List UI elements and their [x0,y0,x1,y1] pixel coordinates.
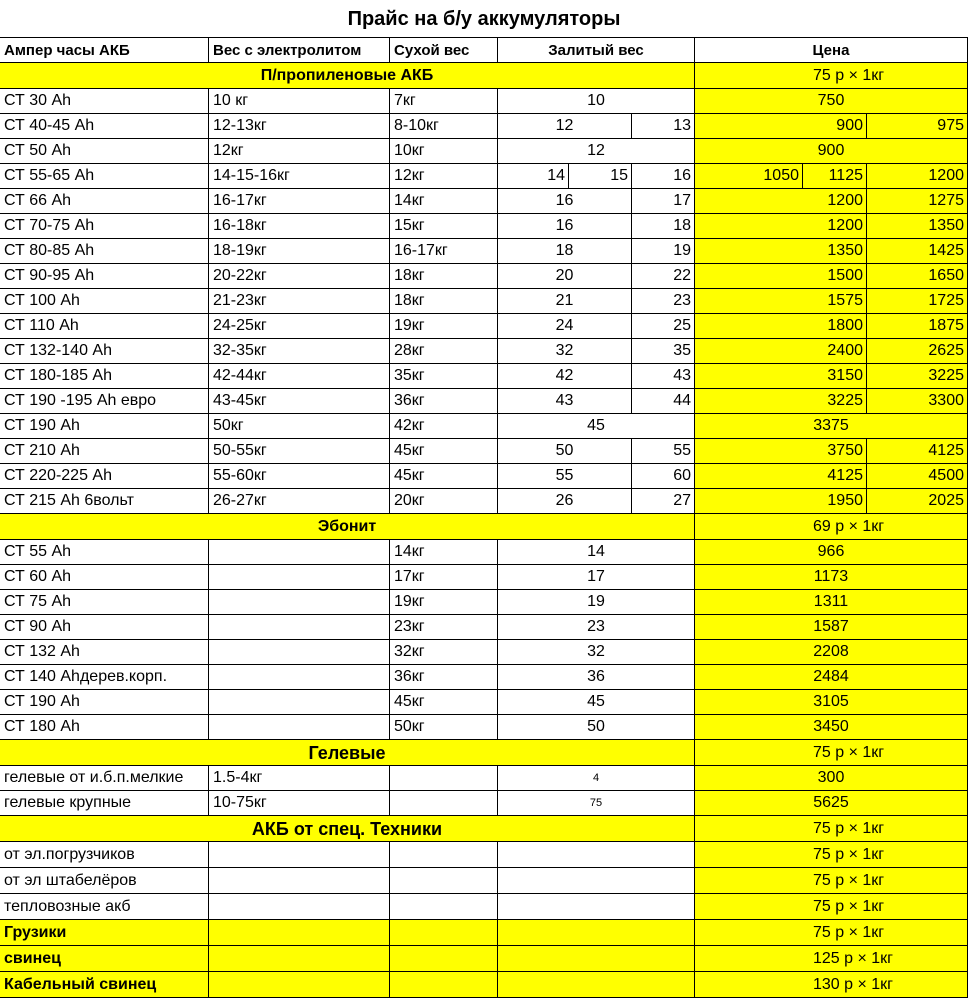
battery-name: СТ 100 Ah [0,289,209,314]
battery-name: СТ 55 Ah [0,540,209,565]
battery-name: СТ 80-85 Ah [0,239,209,264]
filled-weight-2: 16 [632,164,695,189]
battery-name: СТ 190 -195 Ah евро [0,389,209,414]
filled-weight-max: 60 [632,464,695,489]
price: 966 [695,540,968,565]
price-max: 3300 [867,389,968,414]
dry-weight: 7кг [390,89,498,114]
section-special-rate: 75 р × 1кг [695,816,968,842]
battery-name: СТ 75 Ah [0,590,209,615]
filled-weight-min: 16 [498,189,632,214]
price: 1311 [695,590,968,615]
header-filled-weight: Залитый вес [498,38,695,63]
price-min: 1950 [695,489,867,514]
section-ebonite-title: Эбонит [0,514,695,540]
dry-weight: 19кг [390,590,498,615]
battery-name: СТ 50 Ah [0,139,209,164]
filled-weight-min: 50 [498,439,632,464]
battery-name: СТ 110 Ah [0,314,209,339]
scrap-name: свинец [0,946,209,972]
filled-weight-min: 21 [498,289,632,314]
price-0: 1050 [695,164,803,189]
empty-cell [390,972,498,998]
battery-name: СТ 220-225 Ah [0,464,209,489]
price-min: 4125 [695,464,867,489]
filled-weight-0: 14 [498,164,569,189]
weight-with-electrolyte: 10 кг [209,89,390,114]
dry-weight: 15кг [390,214,498,239]
filled-weight-min: 16 [498,214,632,239]
battery-name: СТ 30 Ah [0,89,209,114]
dry-weight: 50кг [390,715,498,740]
weight-with-electrolyte [209,615,390,640]
price-rate: 125 р × 1кг [695,946,968,972]
battery-name: СТ 70-75 Ah [0,214,209,239]
page-title: Прайс на б/у аккумуляторы [0,0,968,38]
filled-weight [498,842,695,868]
filled-weight: 75 [498,791,695,816]
filled-weight-min: 18 [498,239,632,264]
price-rate: 75 р × 1кг [695,868,968,894]
battery-name: от эл штабелёров [0,868,209,894]
price: 2484 [695,665,968,690]
price: 900 [695,139,968,164]
dry-weight: 14кг [390,540,498,565]
price-rate: 75 р × 1кг [695,842,968,868]
weight-with-electrolyte: 18-19кг [209,239,390,264]
dry-weight [390,842,498,868]
filled-weight-min: 20 [498,264,632,289]
filled-weight-max: 13 [632,114,695,139]
filled-weight: 14 [498,540,695,565]
weight-with-electrolyte: 12-13кг [209,114,390,139]
filled-weight: 36 [498,665,695,690]
weight-with-electrolyte [209,842,390,868]
weight-with-electrolyte: 26-27кг [209,489,390,514]
filled-weight: 4 [498,766,695,791]
empty-cell [498,946,695,972]
filled-weight: 19 [498,590,695,615]
dry-weight [390,791,498,816]
filled-weight: 45 [498,414,695,439]
header-weight-electrolyte: Вес с электролитом [209,38,390,63]
dry-weight: 35кг [390,364,498,389]
price-min: 1575 [695,289,867,314]
empty-cell [390,920,498,946]
filled-weight-max: 55 [632,439,695,464]
filled-weight: 50 [498,715,695,740]
empty-cell [209,972,390,998]
weight-with-electrolyte: 50кг [209,414,390,439]
dry-weight: 45кг [390,690,498,715]
battery-name: СТ 190 Ah [0,690,209,715]
battery-name: СТ 66 Ah [0,189,209,214]
filled-weight-min: 32 [498,339,632,364]
filled-weight-max: 27 [632,489,695,514]
filled-weight-min: 55 [498,464,632,489]
price: 1173 [695,565,968,590]
filled-weight-max: 25 [632,314,695,339]
scrap-name: Кабельный свинец [0,972,209,998]
price-min: 900 [695,114,867,139]
battery-name: СТ 215 Ah 6вольт [0,489,209,514]
dry-weight: 18кг [390,289,498,314]
battery-name: СТ 180 Ah [0,715,209,740]
empty-cell [209,920,390,946]
filled-weight: 12 [498,139,695,164]
dry-weight: 17кг [390,565,498,590]
price: 3105 [695,690,968,715]
filled-weight-max: 19 [632,239,695,264]
price: 3450 [695,715,968,740]
battery-name: гелевые от и.б.п.мелкие [0,766,209,791]
dry-weight: 42кг [390,414,498,439]
battery-name: СТ 132-140 Ah [0,339,209,364]
scrap-name: Грузики [0,920,209,946]
dry-weight: 23кг [390,615,498,640]
battery-name: СТ 210 Ah [0,439,209,464]
weight-with-electrolyte [209,715,390,740]
battery-name: СТ 132 Ah [0,640,209,665]
empty-cell [498,920,695,946]
price-rate: 75 р × 1кг [695,920,968,946]
price-min: 1500 [695,264,867,289]
price-max: 1725 [867,289,968,314]
battery-name: СТ 190 Ah [0,414,209,439]
price-max: 975 [867,114,968,139]
battery-name: СТ 55-65 Ah [0,164,209,189]
price-min: 1200 [695,189,867,214]
dry-weight: 45кг [390,439,498,464]
price: 5625 [695,791,968,816]
weight-with-electrolyte [209,590,390,615]
filled-weight: 32 [498,640,695,665]
dry-weight: 36кг [390,665,498,690]
weight-with-electrolyte: 1.5-4кг [209,766,390,791]
filled-weight: 17 [498,565,695,590]
dry-weight [390,894,498,920]
price-min: 1800 [695,314,867,339]
section-polypropylene-rate: 75 р × 1кг [695,63,968,89]
weight-with-electrolyte: 16-18кг [209,214,390,239]
weight-with-electrolyte: 20-22кг [209,264,390,289]
weight-with-electrolyte [209,565,390,590]
dry-weight: 45кг [390,464,498,489]
battery-name: СТ 90 Ah [0,615,209,640]
weight-with-electrolyte [209,894,390,920]
filled-weight-max: 17 [632,189,695,214]
price-max: 4500 [867,464,968,489]
weight-with-electrolyte: 10-75кг [209,791,390,816]
price-max: 1425 [867,239,968,264]
filled-weight: 10 [498,89,695,114]
filled-weight-min: 12 [498,114,632,139]
section-ebonite-rate: 69 р × 1кг [695,514,968,540]
filled-weight: 45 [498,690,695,715]
dry-weight: 20кг [390,489,498,514]
filled-weight-max: 22 [632,264,695,289]
filled-weight-max: 35 [632,339,695,364]
filled-weight-1: 15 [569,164,632,189]
empty-cell [498,972,695,998]
weight-with-electrolyte [209,868,390,894]
battery-name: тепловозные акб [0,894,209,920]
dry-weight: 8-10кг [390,114,498,139]
dry-weight: 12кг [390,164,498,189]
price-min: 3225 [695,389,867,414]
price-max: 1350 [867,214,968,239]
battery-name: СТ 40-45 Ah [0,114,209,139]
price: 300 [695,766,968,791]
filled-weight-min: 42 [498,364,632,389]
price-rate: 130 р × 1кг [695,972,968,998]
filled-weight-min: 26 [498,489,632,514]
weight-with-electrolyte: 55-60кг [209,464,390,489]
weight-with-electrolyte: 16-17кг [209,189,390,214]
price-2: 1200 [867,164,968,189]
weight-with-electrolyte: 24-25кг [209,314,390,339]
filled-weight-max: 18 [632,214,695,239]
price-max: 2625 [867,339,968,364]
weight-with-electrolyte: 50-55кг [209,439,390,464]
battery-name: гелевые крупные [0,791,209,816]
section-gel-title: Гелевые [0,740,695,766]
weight-with-electrolyte [209,540,390,565]
dry-weight: 32кг [390,640,498,665]
price-min: 1350 [695,239,867,264]
price-max: 1275 [867,189,968,214]
filled-weight-max: 23 [632,289,695,314]
empty-cell [390,946,498,972]
weight-with-electrolyte [209,640,390,665]
battery-name: СТ 60 Ah [0,565,209,590]
price-min: 3150 [695,364,867,389]
filled-weight [498,894,695,920]
battery-name: СТ 90-95 Ah [0,264,209,289]
price-rate: 75 р × 1кг [695,894,968,920]
filled-weight-max: 44 [632,389,695,414]
filled-weight [498,868,695,894]
weight-with-electrolyte [209,690,390,715]
dry-weight: 28кг [390,339,498,364]
price-min: 1200 [695,214,867,239]
header-price: Цена [695,38,968,63]
weight-with-electrolyte [209,665,390,690]
battery-name: СТ 180-185 Ah [0,364,209,389]
dry-weight [390,766,498,791]
price-max: 2025 [867,489,968,514]
filled-weight-min: 43 [498,389,632,414]
header-dry-weight: Сухой вес [390,38,498,63]
weight-with-electrolyte: 32-35кг [209,339,390,364]
dry-weight: 36кг [390,389,498,414]
price-min: 3750 [695,439,867,464]
price: 1587 [695,615,968,640]
filled-weight: 23 [498,615,695,640]
price: 3375 [695,414,968,439]
weight-with-electrolyte: 42-44кг [209,364,390,389]
price-min: 2400 [695,339,867,364]
section-gel-rate: 75 р × 1кг [695,740,968,766]
price-max: 3225 [867,364,968,389]
dry-weight [390,868,498,894]
weight-with-electrolyte: 14-15-16кг [209,164,390,189]
section-special-title: АКБ от спец. Техники [0,816,695,842]
price: 2208 [695,640,968,665]
filled-weight-min: 24 [498,314,632,339]
battery-name: от эл.погрузчиков [0,842,209,868]
empty-cell [209,946,390,972]
filled-weight-max: 43 [632,364,695,389]
weight-with-electrolyte: 12кг [209,139,390,164]
dry-weight: 10кг [390,139,498,164]
dry-weight: 14кг [390,189,498,214]
price-max: 1875 [867,314,968,339]
price: 750 [695,89,968,114]
weight-with-electrolyte: 43-45кг [209,389,390,414]
header-amp-hours: Ампер часы АКБ [0,38,209,63]
section-polypropylene-title: П/пропиленовые АКБ [0,63,695,89]
dry-weight: 19кг [390,314,498,339]
dry-weight: 16-17кг [390,239,498,264]
dry-weight: 18кг [390,264,498,289]
weight-with-electrolyte: 21-23кг [209,289,390,314]
price-1: 1125 [803,164,867,189]
price-max: 4125 [867,439,968,464]
price-max: 1650 [867,264,968,289]
battery-name: СТ 140 Ahдерев.корп. [0,665,209,690]
